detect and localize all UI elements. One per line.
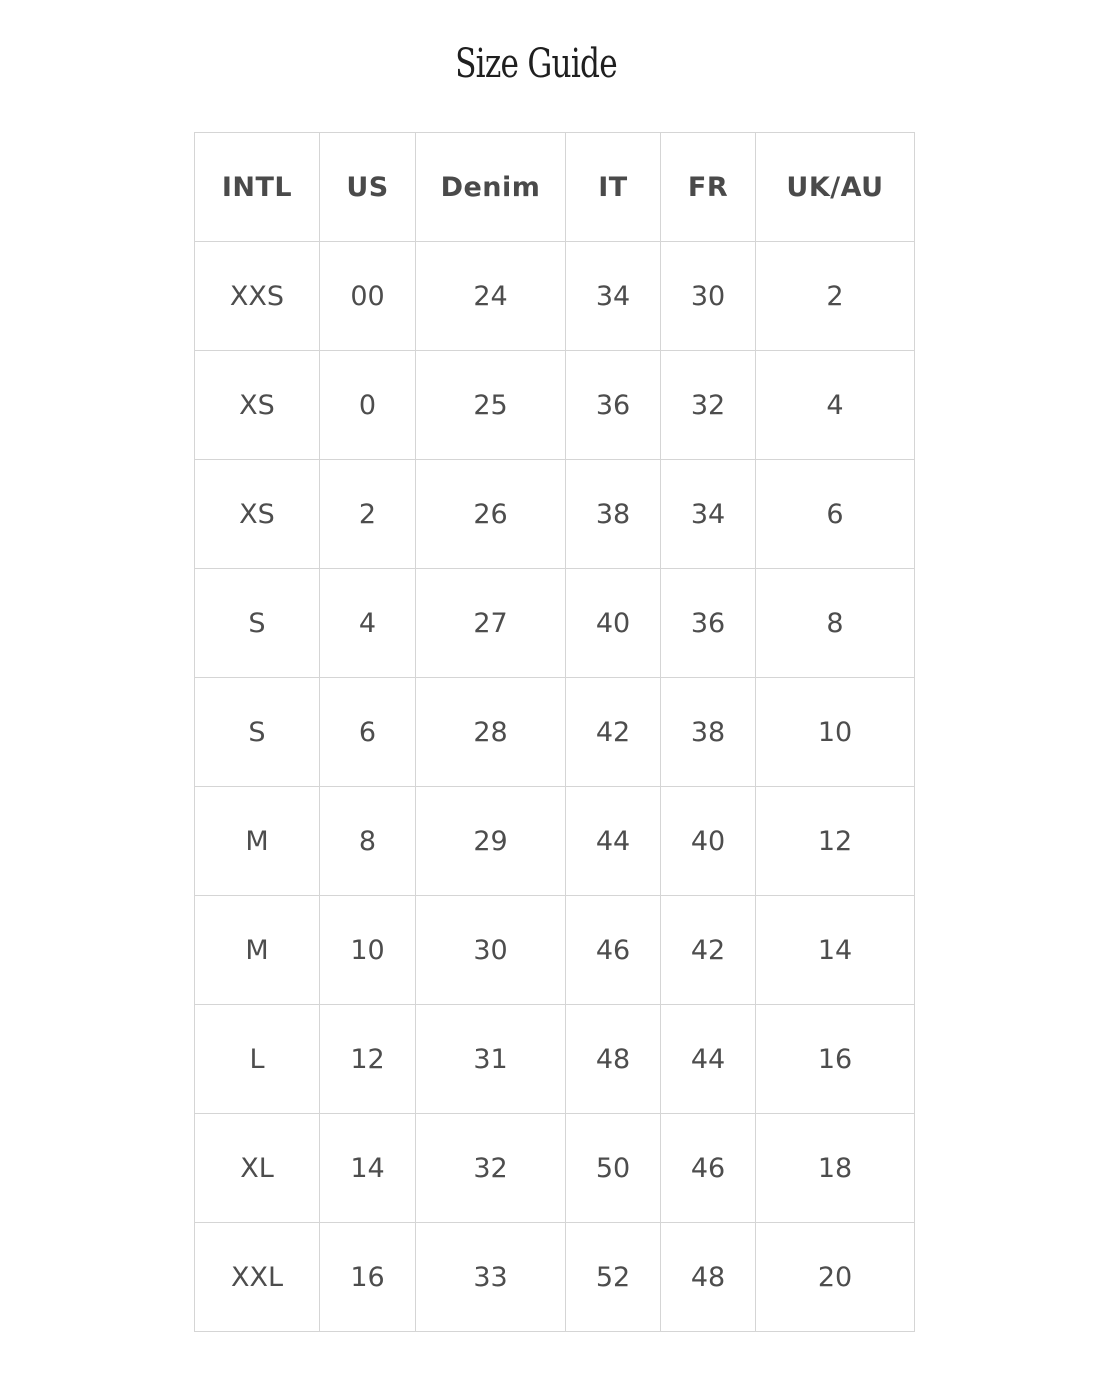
- table-cell: 34: [661, 460, 756, 569]
- table-cell: 16: [756, 1005, 915, 1114]
- column-header-us: US: [320, 133, 416, 242]
- table-cell: 40: [661, 787, 756, 896]
- table-cell: 32: [416, 1114, 566, 1223]
- table-cell: 42: [566, 678, 661, 787]
- table-row: [195, 678, 915, 787]
- table-cell: XL: [195, 1114, 320, 1223]
- size-guide-table: [194, 132, 915, 1332]
- table-cell: 29: [416, 787, 566, 896]
- table-cell: 20: [756, 1223, 915, 1332]
- table-cell: 46: [566, 896, 661, 1005]
- table-cell: 38: [661, 678, 756, 787]
- table-cell: 12: [756, 787, 915, 896]
- table-cell: XS: [195, 351, 320, 460]
- table-header-row: [195, 133, 915, 242]
- table-cell: 28: [416, 678, 566, 787]
- table-row: [195, 787, 915, 896]
- column-header-denim: Denim: [416, 133, 566, 242]
- column-header-uk-au: UK/AU: [756, 133, 915, 242]
- table-cell: 34: [566, 242, 661, 351]
- table-cell: 30: [661, 242, 756, 351]
- table-cell: 44: [661, 1005, 756, 1114]
- table-row: [195, 1114, 915, 1223]
- table-row: [195, 460, 915, 569]
- table-cell: M: [195, 896, 320, 1005]
- table-cell: 27: [416, 569, 566, 678]
- table-cell: 4: [320, 569, 416, 678]
- table-cell: 36: [566, 351, 661, 460]
- table-cell: 2: [756, 242, 915, 351]
- table-cell: 25: [416, 351, 566, 460]
- column-header-it: IT: [566, 133, 661, 242]
- table-cell: 00: [320, 242, 416, 351]
- table-cell: 8: [320, 787, 416, 896]
- table-cell: S: [195, 569, 320, 678]
- table-cell: 48: [661, 1223, 756, 1332]
- table-cell: XXL: [195, 1223, 320, 1332]
- table-row: [195, 1005, 915, 1114]
- table-cell: 2: [320, 460, 416, 569]
- table-cell: 26: [416, 460, 566, 569]
- table-row: [195, 242, 915, 351]
- table-cell: S: [195, 678, 320, 787]
- table-cell: 8: [756, 569, 915, 678]
- table-cell: 40: [566, 569, 661, 678]
- table-cell: 10: [320, 896, 416, 1005]
- table-cell: 6: [320, 678, 416, 787]
- table-cell: 14: [756, 896, 915, 1005]
- table-cell: 18: [756, 1114, 915, 1223]
- table-cell: 6: [756, 460, 915, 569]
- table-cell: 12: [320, 1005, 416, 1114]
- table-cell: M: [195, 787, 320, 896]
- table-cell: 16: [320, 1223, 416, 1332]
- table-cell: 48: [566, 1005, 661, 1114]
- table-cell: XS: [195, 460, 320, 569]
- table-cell: 52: [566, 1223, 661, 1332]
- table-cell: XXS: [195, 242, 320, 351]
- table-cell: 50: [566, 1114, 661, 1223]
- table-cell: 30: [416, 896, 566, 1005]
- table-cell: 24: [416, 242, 566, 351]
- table-cell: 42: [661, 896, 756, 1005]
- table-cell: 14: [320, 1114, 416, 1223]
- table-row: [195, 351, 915, 460]
- table-cell: 46: [661, 1114, 756, 1223]
- table-row: [195, 896, 915, 1005]
- table-row: [195, 1223, 915, 1332]
- table-cell: 38: [566, 460, 661, 569]
- table-cell: 33: [416, 1223, 566, 1332]
- table-cell: 0: [320, 351, 416, 460]
- table-row: [195, 569, 915, 678]
- table-cell: 31: [416, 1005, 566, 1114]
- table-cell: 10: [756, 678, 915, 787]
- column-header-intl: INTL: [195, 133, 320, 242]
- table-cell: 44: [566, 787, 661, 896]
- table-cell: L: [195, 1005, 320, 1114]
- table-cell: 4: [756, 351, 915, 460]
- table-cell: 32: [661, 351, 756, 460]
- column-header-fr: FR: [661, 133, 756, 242]
- table-cell: 36: [661, 569, 756, 678]
- page-title: Size Guide: [455, 41, 617, 87]
